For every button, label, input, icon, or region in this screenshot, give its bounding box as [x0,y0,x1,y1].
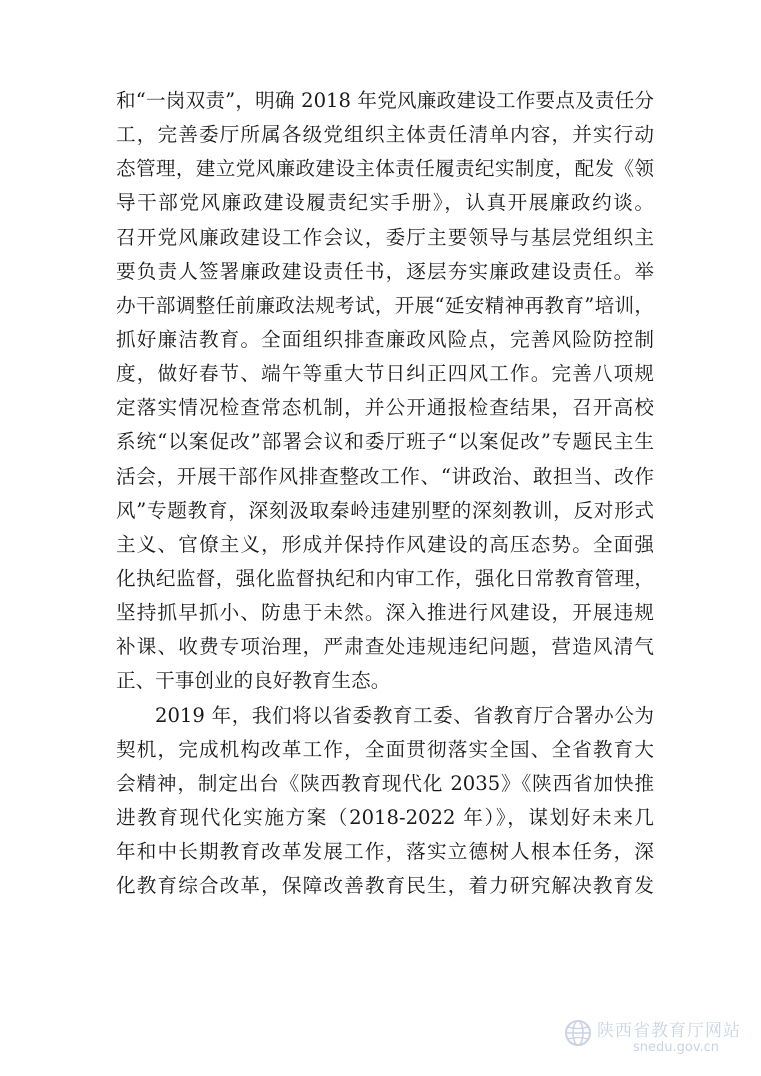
text-line: 化执纪监督，强化监督执纪和内审工作，强化日常教育管理， [116,566,654,590]
globe-icon [563,1018,593,1048]
document-body [116,84,654,903]
text-line: 坚持抓早抓小、防患于未然。深入推进行风建设，开展违规 [116,601,654,625]
text-line: 系统“以案促改”部署会议和委厅班子“以案促改”专题民主生 [116,430,654,454]
text-line: 定落实情况检查常态机制，并公开通报检查结果，召开高校 [116,396,654,420]
watermark-url: snedu.gov.cn [633,1040,720,1055]
text-line: 度，做好春节、端午等重大节日纠正四风工作。完善八项规 [116,362,654,386]
site-watermark [563,1014,753,1064]
text-line: 导干部党风廉政建设履责纪实手册》，认真开展廉政约谈。 [116,191,654,215]
text-line: 2019 年，我们将以省委教育工委、省教育厅合署办公为 [155,703,654,727]
text-line: 化教育综合改革，保障改善教育民生，着力研究解决教育发 [116,874,654,898]
text-line: 正、干事创业的良好教育生态。 [116,669,391,693]
text-line: 风”专题教育，深刻汲取秦岭违建别墅的深刻教训，反对形式 [116,498,654,522]
text-line: 年和中长期教育改革发展工作，落实立德树人根本任务，深 [116,840,654,864]
text-line: 抓好廉洁教育。全面组织排查廉政风险点，完善风险防控制 [116,327,654,351]
text-line: 召开党风廉政建设工作会议，委厅主要领导与基层党组织主 [116,225,654,249]
text-line: 主义、官僚主义，形成并保持作风建设的高压态势。全面强 [116,532,654,556]
text-line: 态管理，建立党风廉政建设主体责任履责纪实制度，配发《领 [116,157,654,181]
text-line: 活会，开展干部作风排查整改工作、“讲政治、敢担当、改作 [116,464,654,488]
text-line: 进教育现代化实施方案（2018-2022 年）》，谋划好未来几 [116,805,654,829]
text-line: 办干部调整任前廉政法规考试，开展“延安精神再教育”培训， [116,293,654,317]
text-line: 会精神，制定出台《陕西教育现代化 2035》《陕西省加快推 [116,771,654,795]
text-line: 和“一岗双责”，明确 2018 年党风廉政建设工作要点及责任分 [116,89,654,112]
text-line: 要负责人签署廉政建设责任书，逐层夯实廉政建设责任。举 [116,259,654,283]
text-line: 补课、收费专项治理，严肃查处违规违纪问题，营造风清气 [116,635,654,659]
watermark-site-name: 陕西省教育厅网站 [597,1021,741,1041]
paragraph-2 [116,699,654,904]
text-line: 契机，完成机构改革工作，全面贯彻落实全国、全省教育大 [116,737,654,761]
paragraph-1 [116,84,654,699]
text-line: 工，完善委厅所属各级党组织主体责任清单内容，并实行动 [116,123,654,147]
